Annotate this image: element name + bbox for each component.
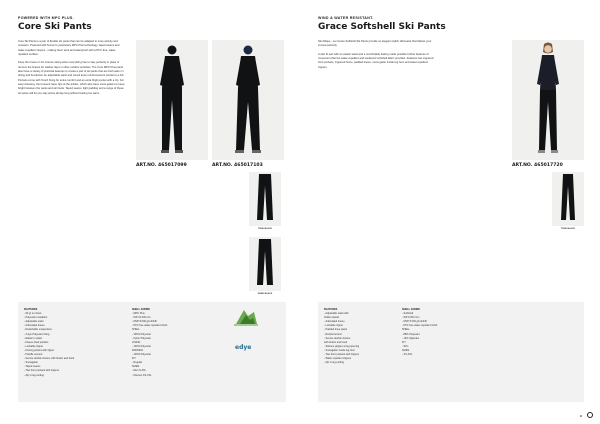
feature-item: - Zip in leg ending [324,361,344,365]
feature-item: - Articulated knees [24,324,45,328]
feature-item: - Polyester insulation [24,316,48,320]
feature-item: - Zip in leg ending [24,373,44,377]
feature-item: - Adjustable waist with [324,312,349,316]
edye-logo: edye [235,344,252,351]
spec-item: - XS-XXL [402,353,413,357]
right-paragraph-1: Ski Allique - our Grace Softshell Ski Pants provide an elegant stylish silhouette that follows your curves perfectly. [318,40,432,48]
product-photo-grace [512,40,584,160]
feature-item: - 60 gr on chest [24,312,42,316]
shell-header: SHELL FABRIC [132,308,151,311]
feature-item: - 3-dye Polyester lining [24,332,50,336]
left-features-list [24,308,134,378]
right-description [318,40,438,74]
pants-icon [249,237,281,291]
left-paragraph-2: Keep the knees on for intense skiing when everything has to stay perfectly in place or remove the braces for slacker days in other outdoor activities. The Core MPC Plus pants also have a variety of practical features to create a pair of ski pants that are both warm in skiing and functional. An adjustable waist and zoned knee reinforcements similar to a bib. Pockets come with Touch fixing for extra comfort and an extra thigh pocket with a zip. For easy dressing, the trousers have zips at the ankles, which also have snow gaiters to keep bright between the pants and ski boots. Taped seams, light padding and a range of these ski pants will let you stay active all day long without feeling too warm. [18,61,125,95]
feature-item: - Secure double closure with button and hook [24,357,75,361]
features-header: FEATURES [24,308,38,311]
spec-item: - 100% Polyester [132,353,152,357]
model-figure-icon [136,40,208,160]
right-paragraph-2: A slim fit pair with an elastic waist and a comfortable feeling made possible further features of movement that the water-repellent and windproof softshell fabric provides. Features two zippered front pockets, zippered hems, padded knees, snow gaiter inside leg hem and water-repellent zippers. [318,52,434,69]
right-title: Grace Softshell Ski Pants [318,22,446,32]
variant-label-1: TRUE BLACK [257,228,273,230]
spec-item: - 100% Polyester [132,332,152,336]
feature-item: hidden elastic [324,316,340,320]
spec-item: - Nylon Polyester [132,336,152,340]
right-eyebrow: WIND & WATER RESISTANT. [318,16,374,20]
spec-item: - PFC free water-repellent finish [132,324,168,328]
spec-item: - Women XS-XXL [132,373,152,377]
variant-thumb-grace [552,172,584,226]
left-eyebrow: POWERED WITH MPC PLUS. [18,16,74,20]
spec-item: - WP 8 000 mm [402,316,420,320]
art-number-grace: ART.NO. 465017720 [512,163,563,168]
art-number-2: ART.NO. 465017103 [212,163,263,168]
spec-item: SHELL [132,328,140,332]
spec-item: - 88% Polyester [402,332,420,336]
spec-item: - PFC free water-repellent finish [402,324,438,328]
feature-item: - Lockable zipper [24,344,44,348]
spec-item: - 100% Polyester [132,344,152,348]
pants-icon [249,172,281,226]
feature-item: - Water repellent zippers [324,357,352,361]
spec-item: - Slim [402,344,409,348]
spec-item: - Men S-3XL [132,369,147,373]
spec-item: - WP 10 000 mm [132,316,151,320]
spec-item: - MVP 5 000 g/m2/24h [402,320,427,324]
feature-item: - Snowgaiter inside leg hem [324,348,355,352]
left-shell-list [132,308,212,378]
left-description [18,40,126,100]
left-specs-box [18,302,286,402]
feature-item: - Handle cement [24,353,43,357]
certification-badge-icon [230,306,260,328]
feature-item: - Reinforcement [324,332,342,336]
feature-item: - Fleece lined pockets [24,340,49,344]
spec-item: PADDING [132,348,144,352]
left-title: Core Ski Pants [18,22,92,32]
spec-item: FIT [132,357,136,361]
variant-thumb-2 [249,237,281,291]
feature-item: - Padded knee panel [324,328,348,332]
brand-logo-icon [587,412,593,418]
shell-header: SHELL FABRIC [402,308,421,311]
variant-label-2: DARK BLACK [257,293,273,295]
feature-item: - Detachable suspenders [24,328,52,332]
feature-item: - Flexing pocket with zipper [24,348,55,352]
spec-item: - Softshell [402,312,414,316]
right-specs-box [318,302,584,402]
feature-item: - Snowgaiter [24,361,39,365]
feature-item: - Articulated knees [324,320,345,324]
spec-item: LINING [132,340,141,344]
feature-item: - Lockable zipper [324,324,344,328]
spec-item: SIZES [132,365,140,369]
spec-item: - MPC Plus [132,312,145,316]
spec-item: - MVP 8 000 g/m2/24h [132,320,157,324]
model-figure-icon [512,40,584,160]
product-photo-core-side [212,40,284,160]
feature-item: with button and hook [324,340,348,344]
feature-item: - Two front pockets with zippers [324,353,359,357]
features-header: FEATURES [324,308,338,311]
feature-item: - Two front pockets with zippers [24,369,59,373]
feature-item: - Taped seams [24,365,41,369]
art-number-1: ART.NO. 465017099 [136,163,187,168]
model-figure-icon [212,40,284,160]
variant-label-grace: TRUE BLACK [560,228,576,230]
spec-item: SHELL [402,328,410,332]
spec-item: - Regular [132,361,143,365]
spec-item: - 12% Spandex [402,336,420,340]
feature-item: - Adjustable waist [24,320,44,324]
left-paragraph-1: Core Ski Pants is a pair of flexible ski pants that can be adapted to ones activity and occasion. Powered with Tenson's proprietary MPC Plus technology, taped seams and water-repellent zippers - making them wind and waterproof with a PFC-free, water-repellent surface. [18,40,120,56]
feature-item: - Secure double closure [324,336,351,340]
product-photo-core-front [136,40,208,160]
page-number: 9 [580,414,582,418]
spec-item: FIT [402,340,406,344]
pants-icon [552,172,584,226]
variant-thumb-1 [249,172,281,226]
feature-item: - Elastic in waist [24,336,42,340]
right-features-list [324,308,404,365]
feature-item: - Silicone gripper at leg opening [324,344,360,348]
spec-item: SIZES [402,348,410,352]
right-shell-list [402,308,482,357]
